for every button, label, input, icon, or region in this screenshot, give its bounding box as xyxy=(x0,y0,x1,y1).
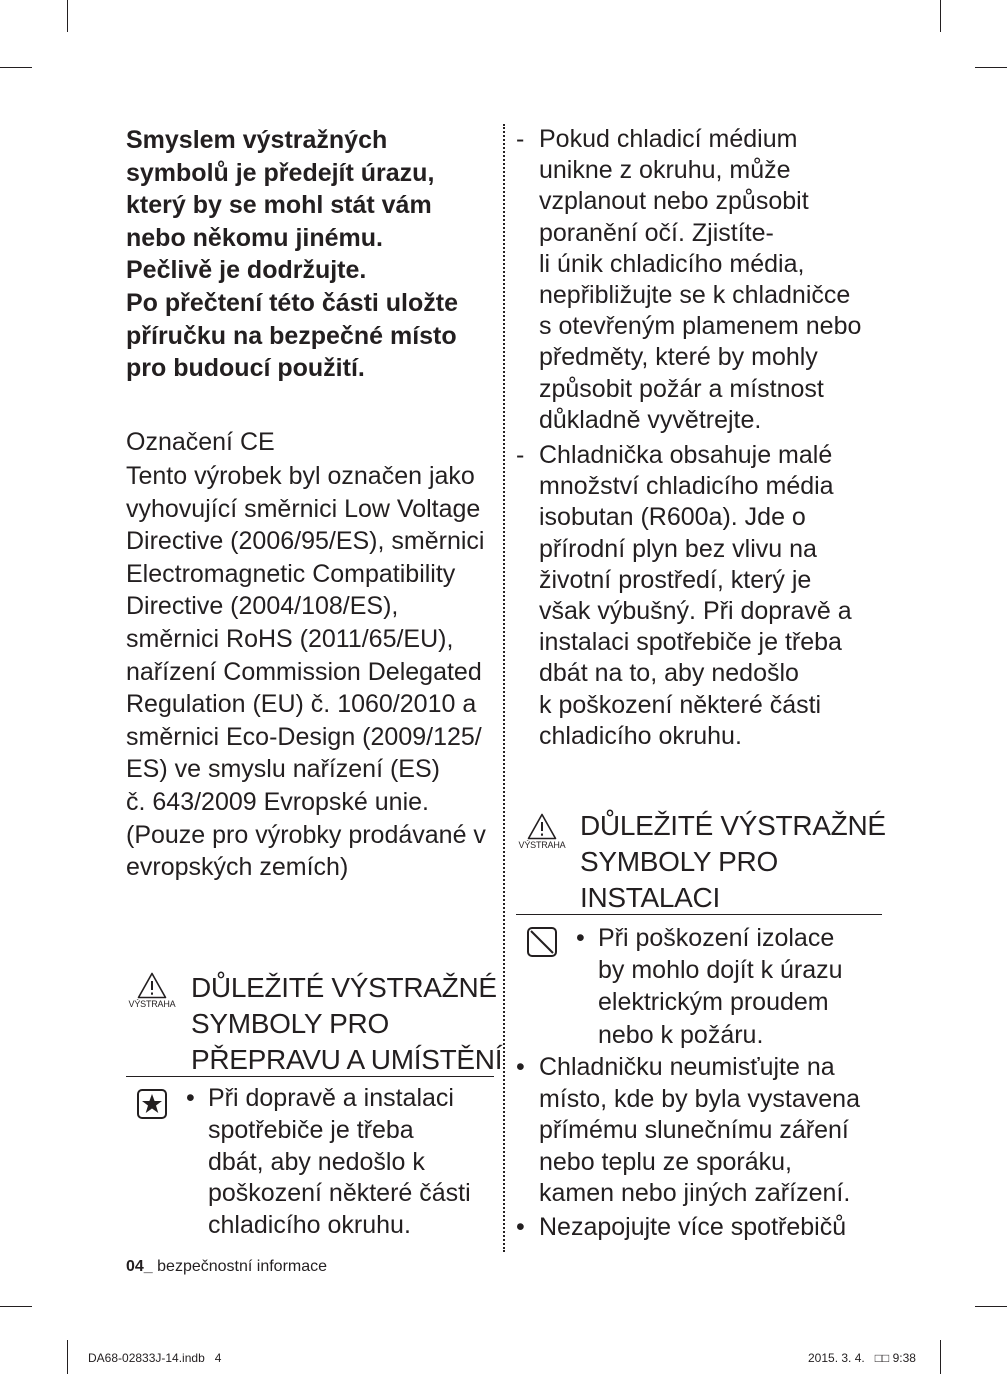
text-line: Tento výrobek byl označen jako xyxy=(126,462,475,490)
text-line: symbolů je předejít úrazu, xyxy=(126,158,435,187)
text-line: unikne z okruhu, může xyxy=(539,156,791,185)
section-heading-installation xyxy=(580,808,886,916)
crop-mark xyxy=(0,67,32,68)
print-time-marker: □□ xyxy=(874,1351,890,1365)
text-line: místo, kde by byla vystavena xyxy=(539,1084,860,1113)
text-line: Pečlivě je dodržujte. xyxy=(126,256,367,285)
print-page: 4 xyxy=(214,1351,222,1365)
text-line: chladicího okruhu. xyxy=(539,721,742,750)
text-line: nebo teplu ze sporáku, xyxy=(539,1147,792,1176)
text-line: poškození některé části xyxy=(208,1179,471,1208)
section-name: bezpečnostní informace xyxy=(157,1258,328,1275)
text-line: příručku na bezpečné místo xyxy=(126,321,457,350)
text-line: směrnici RoHS (2011/65/EU), xyxy=(126,624,454,653)
print-timestamp xyxy=(808,1351,916,1365)
text-line: vzplanout nebo způsobit xyxy=(539,187,809,216)
page-number: 04_ xyxy=(126,1258,153,1275)
text-line: Po přečtení této části uložte xyxy=(126,288,459,317)
crop-mark xyxy=(975,1306,1007,1307)
caution-star-icon xyxy=(136,1088,168,1125)
text-line: množství chladicího média xyxy=(539,472,834,501)
placement-item xyxy=(539,1052,860,1210)
text-line: Regulation (EU) č. 1060/2010 a xyxy=(126,690,477,719)
print-file-info xyxy=(88,1351,221,1365)
dash-marker: - xyxy=(516,125,525,153)
text-line: směrnici Eco-Design (2009/125/ xyxy=(126,722,482,751)
text-line: li únik chladicího média, xyxy=(539,249,805,278)
prohibition-icon xyxy=(526,926,558,963)
heading-line: SYMBOLY PRO xyxy=(191,1008,389,1039)
text-line: isobutan (R600a). Jde o xyxy=(539,503,806,532)
ce-body xyxy=(126,460,486,884)
text-line: ES) ve smyslu nařízení (ES) xyxy=(126,755,440,784)
section-rule xyxy=(516,914,882,915)
insulation-item xyxy=(598,922,843,1051)
crop-mark xyxy=(940,1340,941,1374)
ce-title: Označení CE xyxy=(126,428,275,456)
page-footer xyxy=(126,1258,327,1276)
section-rule xyxy=(126,1076,494,1077)
section-heading-transport xyxy=(191,970,502,1078)
multiple-appliances-item xyxy=(539,1212,846,1244)
crop-mark xyxy=(67,0,68,32)
text-line: však výbušný. Při dopravě a xyxy=(539,597,852,626)
text-line: Smyslem výstražných xyxy=(126,126,388,154)
text-line: přímému slunečnímu záření xyxy=(539,1116,849,1145)
print-date: 2015. 3. 4. xyxy=(808,1351,865,1365)
text-line: k poškození některé části xyxy=(539,690,822,719)
text-line: způsobit požár a místnost xyxy=(539,374,824,403)
text-line: Při dopravě a instalaci xyxy=(208,1084,454,1112)
heading-line: INSTALACI xyxy=(580,882,720,913)
text-line: Chladnička obsahuje malé xyxy=(539,441,833,469)
print-file-name: DA68-02833J-14.indb xyxy=(88,1351,205,1365)
warning-label: VÝSTRAHA xyxy=(128,999,176,1009)
text-line: chladicího okruhu. xyxy=(208,1211,411,1240)
text-line: elektrickým proudem xyxy=(598,988,829,1017)
text-line: nebo k požáru. xyxy=(598,1020,764,1049)
bullet: • xyxy=(186,1084,195,1112)
heading-line: PŘEPRAVU A UMÍSTĚNÍ xyxy=(191,1044,503,1075)
heading-line: DŮLEŽITÉ VÝSTRAŽNÉ xyxy=(191,972,497,1003)
crop-mark xyxy=(975,67,1007,68)
text-line: č. 643/2009 Evropské unie. xyxy=(126,787,429,816)
text-line: který by se mohl stát vám xyxy=(126,191,432,220)
text-line: s otevřeným plamenem nebo xyxy=(539,312,862,341)
bullet: • xyxy=(516,1213,525,1241)
text-line: pro budoucí použití. xyxy=(126,354,365,383)
crop-mark xyxy=(0,1306,32,1307)
text-line: Nezapojujte více spotřebičů xyxy=(539,1213,847,1241)
text-line: Chladničku neumisťujte na xyxy=(539,1053,835,1081)
text-line: vyhovující směrnici Low Voltage xyxy=(126,494,481,523)
text-line: důkladně vyvětrejte. xyxy=(539,405,762,434)
text-line: Electromagnetic Compatibility xyxy=(126,559,456,588)
text-line: (Pouze pro výrobky prodávané v xyxy=(126,820,486,849)
text-line: by mohlo dojít k úrazu xyxy=(598,956,843,985)
heading-line: DŮLEŽITÉ VÝSTRAŽNÉ xyxy=(580,810,886,841)
text-line: přírodní plyn bez vlivu na xyxy=(539,534,817,563)
dash-marker: - xyxy=(516,441,525,469)
text-line: dbát, aby nedošlo k xyxy=(208,1147,425,1176)
text-line: evropských zemích) xyxy=(126,853,349,882)
crop-mark xyxy=(940,0,941,32)
bullet: • xyxy=(576,924,585,952)
dash-item-refrigerant-leak xyxy=(539,124,861,436)
text-line: předměty, které by mohly xyxy=(539,343,818,372)
warning-symbol xyxy=(517,813,567,850)
bullet: • xyxy=(516,1053,525,1081)
text-line: Directive (2006/95/ES), směrnici xyxy=(126,527,485,556)
dash-item-isobutane xyxy=(539,440,852,752)
text-line: Directive (2004/108/ES), xyxy=(126,592,399,621)
text-line: nařízení Commission Delegated xyxy=(126,657,482,686)
text-line: Pokud chladicí médium xyxy=(539,125,798,153)
text-line: nebo někomu jinému. xyxy=(126,223,383,252)
text-line: Při poškození izolace xyxy=(598,924,835,952)
warning-triangle-icon xyxy=(137,972,167,999)
text-line: nepřibližujte se k chladničce xyxy=(539,281,851,310)
text-line: životní prostředí, který je xyxy=(539,565,812,594)
crop-mark xyxy=(67,1340,68,1374)
text-line: kamen nebo jiných zařízení. xyxy=(539,1179,851,1208)
text-line: dbát na to, aby nedošlo xyxy=(539,659,799,688)
text-line: poranění očí. Zjistíte- xyxy=(539,218,774,247)
print-time: 9:38 xyxy=(892,1351,916,1365)
text-line: spotřebiče je třeba xyxy=(208,1115,414,1144)
heading-line: SYMBOLY PRO xyxy=(580,846,778,877)
warning-symbol xyxy=(127,972,177,1009)
warning-triangle-icon xyxy=(527,813,557,840)
intro-warning-text xyxy=(126,124,458,385)
warning-label: VÝSTRAHA xyxy=(518,840,566,850)
column-divider xyxy=(503,124,505,1252)
transport-item xyxy=(208,1083,471,1242)
text-line: instalaci spotřebiče je třeba xyxy=(539,628,842,657)
